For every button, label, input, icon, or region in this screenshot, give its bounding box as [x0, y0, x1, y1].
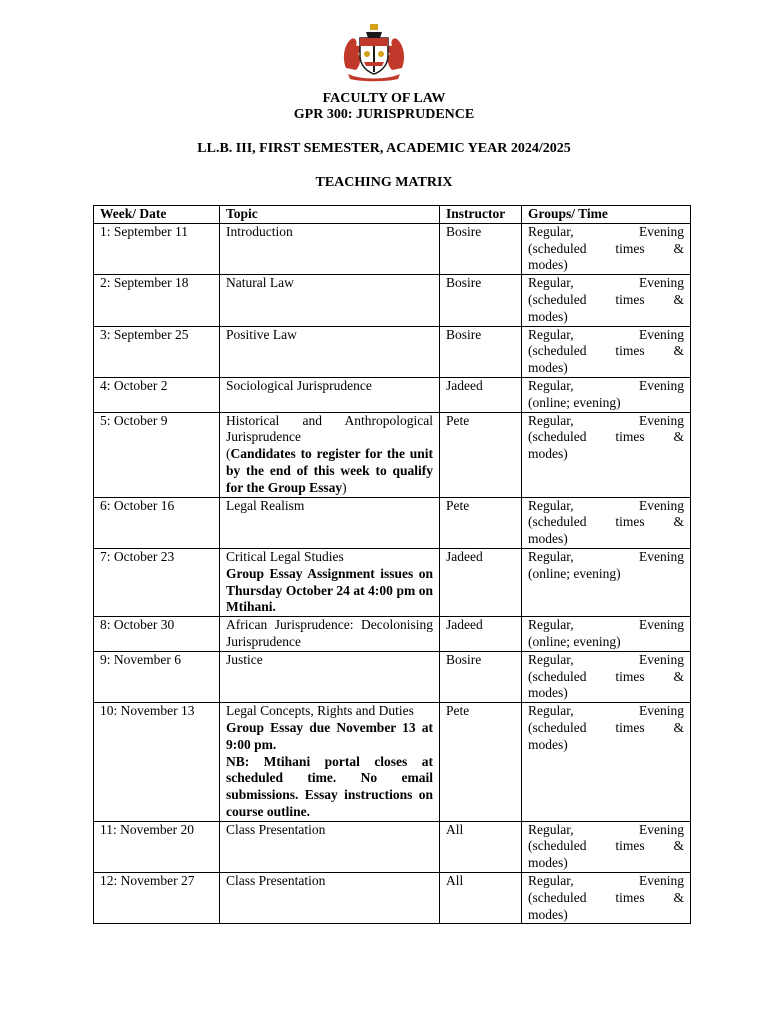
topic-text: Class Presentation — [226, 821, 326, 837]
groups-line-2: (scheduled times & — [528, 719, 684, 735]
cell-week — [94, 821, 220, 872]
cell-topic — [220, 821, 440, 872]
cell-instructor — [440, 821, 522, 872]
groups-line-3: modes) — [528, 855, 568, 871]
topic-text: Positive Law — [226, 326, 297, 342]
groups-line-1: Regular, Evening — [528, 275, 684, 291]
cell-topic — [220, 412, 440, 497]
week-date: 6: October 16 — [100, 497, 175, 513]
week-date: 2: September 18 — [100, 275, 189, 291]
week-date: 9: November 6 — [100, 651, 181, 667]
topic-note — [226, 566, 433, 616]
cell-instructor — [440, 275, 522, 326]
cell-groups — [522, 497, 691, 548]
groups-line-1: Regular, Evening — [528, 548, 684, 564]
instructor-name: Bosire — [446, 223, 482, 239]
cell-topic — [220, 873, 440, 924]
table-row — [94, 617, 691, 652]
groups-line-2: (scheduled times & — [528, 889, 684, 905]
groups-line-1: Regular, Evening — [528, 651, 684, 667]
cell-instructor — [440, 651, 522, 702]
instructor-name: Bosire — [446, 275, 482, 291]
cell-topic — [220, 223, 440, 274]
groups-line-3: modes) — [528, 308, 568, 324]
cell-week — [94, 617, 220, 652]
note-close-paren: ) — [342, 479, 347, 495]
cell-instructor — [440, 377, 522, 412]
groups-line-2: (scheduled times & — [528, 291, 684, 307]
topic-text: Legal Realism — [226, 497, 305, 513]
week-date: 11: November 20 — [100, 821, 194, 837]
topic-note-2: NB: Mtihani portal closes at scheduled time. No email submissions. Essay instructions on course outline. — [226, 753, 433, 819]
groups-line-2: (online; evening) — [528, 394, 621, 410]
topic-text: Critical Legal Studies — [226, 548, 344, 564]
instructor-name: Jadeed — [446, 617, 483, 633]
cell-instructor — [440, 703, 522, 822]
column-header-groups: Groups/ Time — [522, 206, 691, 224]
topic-text: Justice — [226, 651, 263, 667]
table-row — [94, 497, 691, 548]
groups-line-3: modes) — [528, 906, 568, 922]
groups-line-1: Regular, Evening — [528, 703, 684, 719]
note-text: Candidates to register for the unit by the end of this week to qualify for the Group Essay — [226, 446, 433, 495]
table-row — [94, 275, 691, 326]
instructor-name: All — [446, 873, 464, 889]
groups-line-1: Regular, Evening — [528, 223, 684, 239]
cell-groups — [522, 873, 691, 924]
cell-topic — [220, 703, 440, 822]
groups-line-1: Regular, Evening — [528, 617, 684, 633]
groups-line-1: Regular, Evening — [528, 497, 684, 513]
cell-week — [94, 703, 220, 822]
table-row — [94, 326, 691, 377]
groups-line-2: (scheduled times & — [528, 668, 684, 684]
table-row — [94, 548, 691, 616]
cell-week — [94, 873, 220, 924]
topic-text: Introduction — [226, 223, 293, 239]
table-header-row — [94, 206, 691, 224]
column-header-week: Week/ Date — [94, 206, 220, 224]
topic-note — [226, 446, 433, 496]
cell-groups — [522, 326, 691, 377]
groups-line-1: Regular, Evening — [528, 326, 684, 342]
instructor-name: Pete — [446, 703, 470, 719]
topic-text: African Jurisprudence: Decolonising Jurisprudence — [226, 617, 433, 649]
university-crest-icon — [340, 22, 408, 82]
instructor-name: Jadeed — [446, 548, 483, 564]
groups-line-1: Regular, Evening — [528, 377, 684, 393]
cell-topic — [220, 617, 440, 652]
groups-line-1: Regular, Evening — [528, 412, 684, 428]
table-row — [94, 223, 691, 274]
groups-line-2: (scheduled times & — [528, 514, 684, 530]
table-row — [94, 821, 691, 872]
groups-line-2: (online; evening) — [528, 565, 621, 581]
groups-line-2: (scheduled times & — [528, 838, 684, 854]
cell-week — [94, 412, 220, 497]
column-header-instructor: Instructor — [440, 206, 522, 224]
cell-groups — [522, 651, 691, 702]
cell-groups — [522, 223, 691, 274]
cell-week — [94, 275, 220, 326]
column-header-topic: Topic — [220, 206, 440, 224]
cell-topic — [220, 326, 440, 377]
course-heading: GPR 300: JURISPRUDENCE — [293, 107, 475, 122]
topic-text: Legal Concepts, Rights and Duties — [226, 703, 414, 719]
week-date: 10: November 13 — [100, 703, 195, 719]
cell-groups — [522, 377, 691, 412]
cell-week — [94, 497, 220, 548]
cell-topic — [220, 497, 440, 548]
cell-topic — [220, 377, 440, 412]
week-date: 5: October 9 — [100, 412, 168, 428]
cell-instructor — [440, 223, 522, 274]
groups-line-3: modes) — [528, 360, 568, 376]
groups-line-3: modes) — [528, 736, 568, 752]
cell-week — [94, 223, 220, 274]
week-date: 3: September 25 — [100, 326, 189, 342]
cell-week — [94, 377, 220, 412]
instructor-name: Jadeed — [446, 377, 483, 393]
table-row — [94, 873, 691, 924]
cell-groups — [522, 617, 691, 652]
groups-line-2: (scheduled times & — [528, 343, 684, 359]
groups-line-3: modes) — [528, 257, 568, 273]
cell-instructor — [440, 548, 522, 616]
cell-instructor — [440, 326, 522, 377]
topic-text: Sociological Jurisprudence — [226, 377, 372, 393]
cell-instructor — [440, 617, 522, 652]
groups-line-2: (scheduled times & — [528, 240, 684, 256]
instructor-name: Pete — [446, 497, 470, 513]
cell-groups — [522, 821, 691, 872]
topic-text: Natural Law — [226, 275, 294, 291]
topic-text: Historical and Anthropological Jurisprudence — [226, 412, 433, 445]
groups-line-1: Regular, Evening — [528, 821, 684, 837]
instructor-name: Bosire — [446, 651, 482, 667]
page-title: TEACHING MATRIX — [315, 175, 453, 190]
cell-groups — [522, 548, 691, 616]
cell-topic — [220, 548, 440, 616]
cell-groups — [522, 275, 691, 326]
cell-topic — [220, 275, 440, 326]
week-date: 7: October 23 — [100, 548, 175, 564]
note-open-paren: ( — [226, 446, 231, 462]
week-date: 4: October 2 — [100, 377, 168, 393]
groups-line-3: modes) — [528, 685, 568, 701]
table-row — [94, 703, 691, 822]
note-text: Group Essay due November 13 at 9:00 pm. — [226, 719, 433, 752]
faculty-heading: FACULTY OF LAW — [322, 91, 446, 106]
groups-line-1: Regular, Evening — [528, 873, 684, 889]
instructor-name: Bosire — [446, 326, 482, 342]
note-text: Group Essay Assignment issues on Thursday October 24 at 4:00 pm on Mtihani. — [226, 565, 433, 615]
topic-text: Class Presentation — [226, 873, 326, 889]
groups-line-2: (scheduled times & — [528, 429, 684, 445]
cell-groups — [522, 412, 691, 497]
groups-line-3: modes) — [528, 531, 568, 547]
cell-instructor — [440, 497, 522, 548]
teaching-matrix-table — [93, 205, 691, 924]
cell-week — [94, 548, 220, 616]
week-date: 8: October 30 — [100, 617, 175, 633]
instructor-name: Pete — [446, 412, 470, 428]
table-row — [94, 377, 691, 412]
week-date: 12: November 27 — [100, 873, 195, 889]
week-date: 1: September 11 — [100, 223, 188, 239]
instructor-name: All — [446, 821, 464, 837]
cell-topic — [220, 651, 440, 702]
cell-groups — [522, 703, 691, 822]
cell-week — [94, 651, 220, 702]
topic-note — [226, 720, 433, 754]
groups-line-3: modes) — [528, 446, 568, 462]
cell-week — [94, 326, 220, 377]
groups-line-2: (online; evening) — [528, 633, 621, 649]
table-row — [94, 412, 691, 497]
table-row — [94, 651, 691, 702]
cell-instructor — [440, 412, 522, 497]
cell-instructor — [440, 873, 522, 924]
programme-heading: LL.B. III, FIRST SEMESTER, ACADEMIC YEAR 2024/2025 — [197, 141, 571, 156]
